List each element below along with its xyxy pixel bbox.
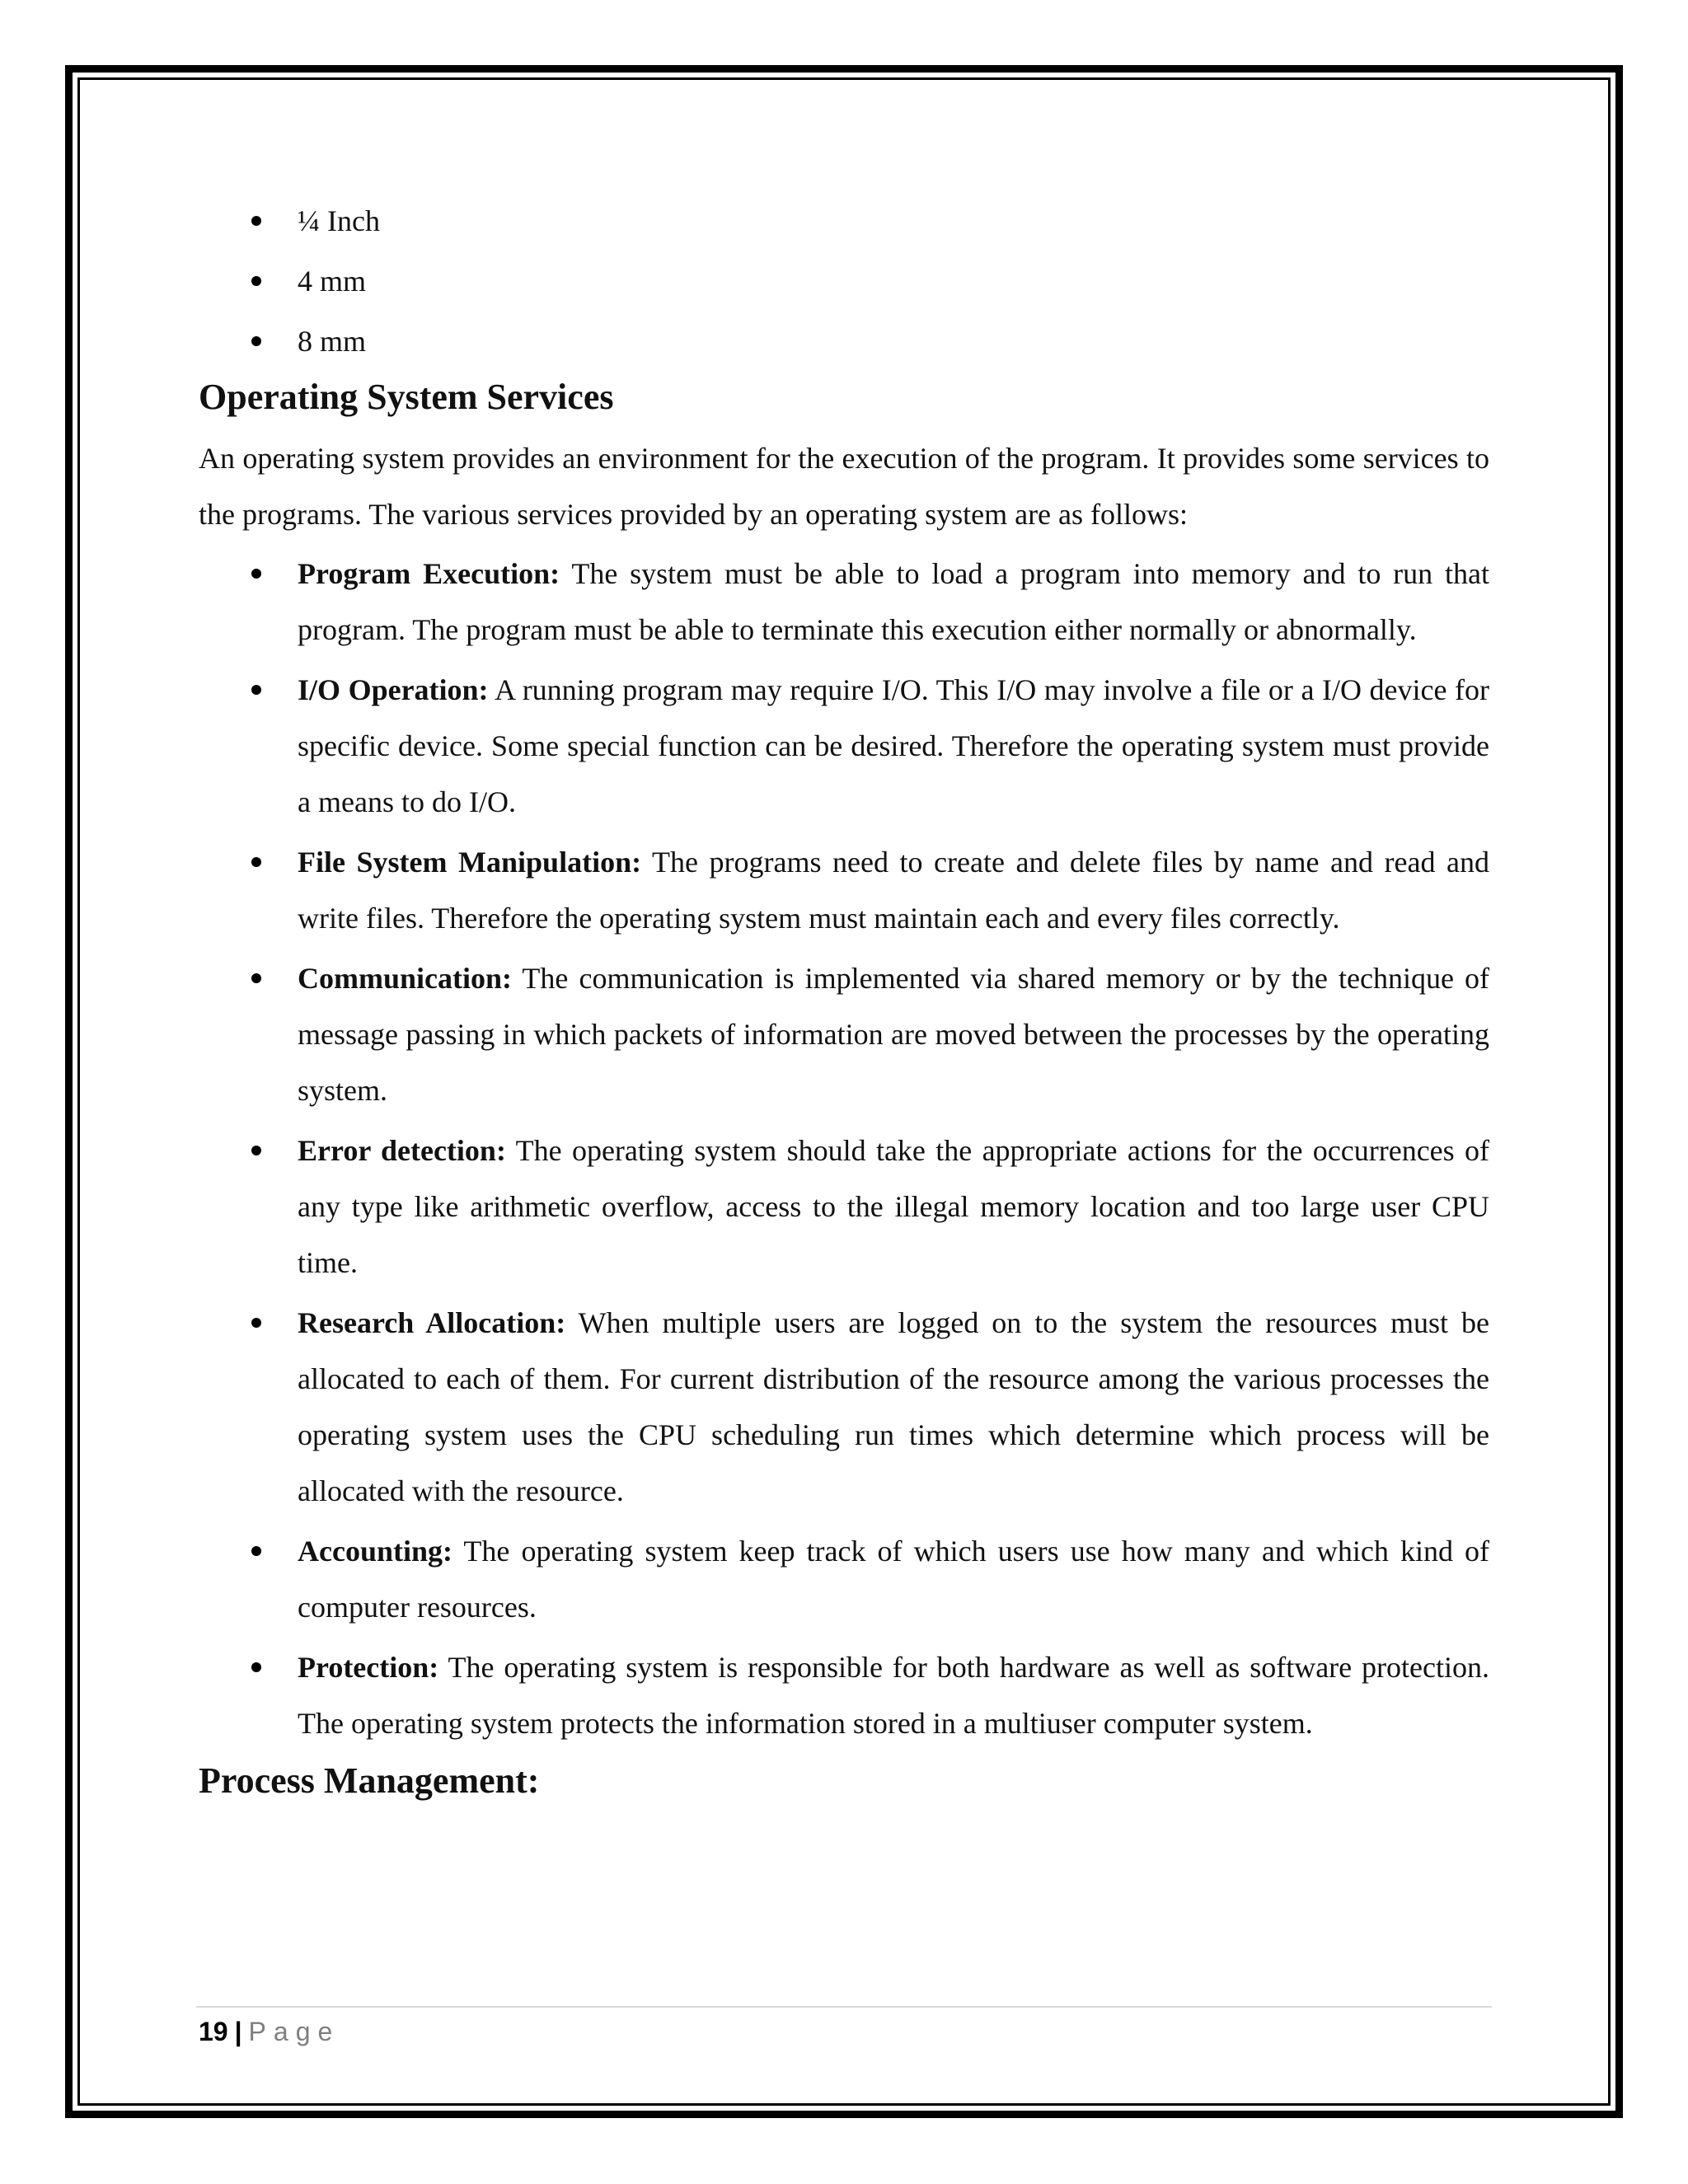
footer-separator: |	[234, 2017, 242, 2046]
services-list	[199, 546, 1489, 1751]
service-term: Communication:	[298, 962, 512, 995]
page-content	[199, 196, 1489, 1806]
footer-divider	[196, 2006, 1492, 2008]
list-item	[199, 950, 1489, 1118]
service-description: The operating system is responsible for both hardware as well as software protection. The operating system protects the information stored in a multiuser computer system.	[298, 1651, 1489, 1740]
list-item	[199, 546, 1489, 658]
bullet-icon	[251, 1546, 261, 1556]
service-term: File System Manipulation:	[298, 846, 642, 879]
bullet-icon	[251, 336, 261, 346]
list-item-text: 4 mm	[298, 265, 367, 298]
bullet-icon	[251, 1662, 261, 1672]
bullet-icon	[251, 685, 261, 695]
section-heading-services: Operating System Services	[199, 377, 614, 417]
intro-paragraph: An operating system provides an environment for the execution of the program. It provides some services to the programs. The various services provided by an operating system are as follows:	[199, 442, 1489, 531]
service-term: Protection:	[298, 1651, 439, 1684]
size-list	[199, 196, 1489, 377]
list-item	[199, 1639, 1489, 1751]
service-term: I/O Operation:	[298, 673, 489, 706]
service-description: The programs need to create and delete files by name and read and write files. Therefore the operating system must maintain each and every files correctly.	[298, 846, 1489, 935]
page-label: Page	[248, 2017, 340, 2046]
service-description: A running program may require I/O. This I/O may involve a file or a I/O device for specific device. Some special function can be desired. Therefore the operating system must provide a means to do I/O.	[298, 673, 1490, 818]
list-item	[199, 316, 1489, 377]
service-term: Accounting:	[298, 1535, 452, 1568]
bullet-icon	[251, 857, 261, 867]
service-description: When multiple users are logged on to the system the resources must be allocated to each of them. For current distribution of the resource among the various processes the operating system uses the CPU scheduling run times which determine which process will be allocated with the resource.	[298, 1306, 1489, 1507]
list-item	[199, 1523, 1489, 1635]
bullet-icon	[251, 569, 261, 579]
section-heading-process: Process Management:	[199, 1760, 540, 1801]
bullet-icon	[251, 276, 261, 286]
list-item	[199, 256, 1489, 316]
service-term: Research Allocation:	[298, 1306, 566, 1339]
bullet-icon	[251, 1318, 261, 1328]
bullet-icon	[251, 973, 261, 983]
list-item-text: 8 mm	[298, 325, 367, 358]
service-term: Program Execution:	[298, 557, 560, 590]
page-number: 19	[199, 2017, 228, 2046]
service-description: The operating system should take the appropriate actions for the occurrences of any type like arithmetic overflow, access to the illegal memory location and too large user CPU time.	[298, 1134, 1489, 1279]
list-item	[199, 662, 1489, 830]
list-item	[199, 1122, 1489, 1291]
list-item-text: ¼ Inch	[298, 204, 380, 237]
service-description: The system must be able to load a program into memory and to run that program. The program must be able to terminate this execution either normally or abnormally.	[298, 557, 1489, 646]
list-item	[199, 1295, 1489, 1519]
service-term: Error detection:	[298, 1134, 506, 1167]
page-footer	[199, 2011, 340, 2052]
list-item	[199, 196, 1489, 256]
list-item	[199, 834, 1489, 946]
bullet-icon	[251, 1146, 261, 1155]
bullet-icon	[251, 216, 261, 226]
service-description: The communication is implemented via shared memory or by the technique of message passing in which packets of information are moved between the processes by the operating system.	[298, 962, 1489, 1107]
service-description: The operating system keep track of which users use how many and which kind of computer resources.	[298, 1535, 1489, 1624]
